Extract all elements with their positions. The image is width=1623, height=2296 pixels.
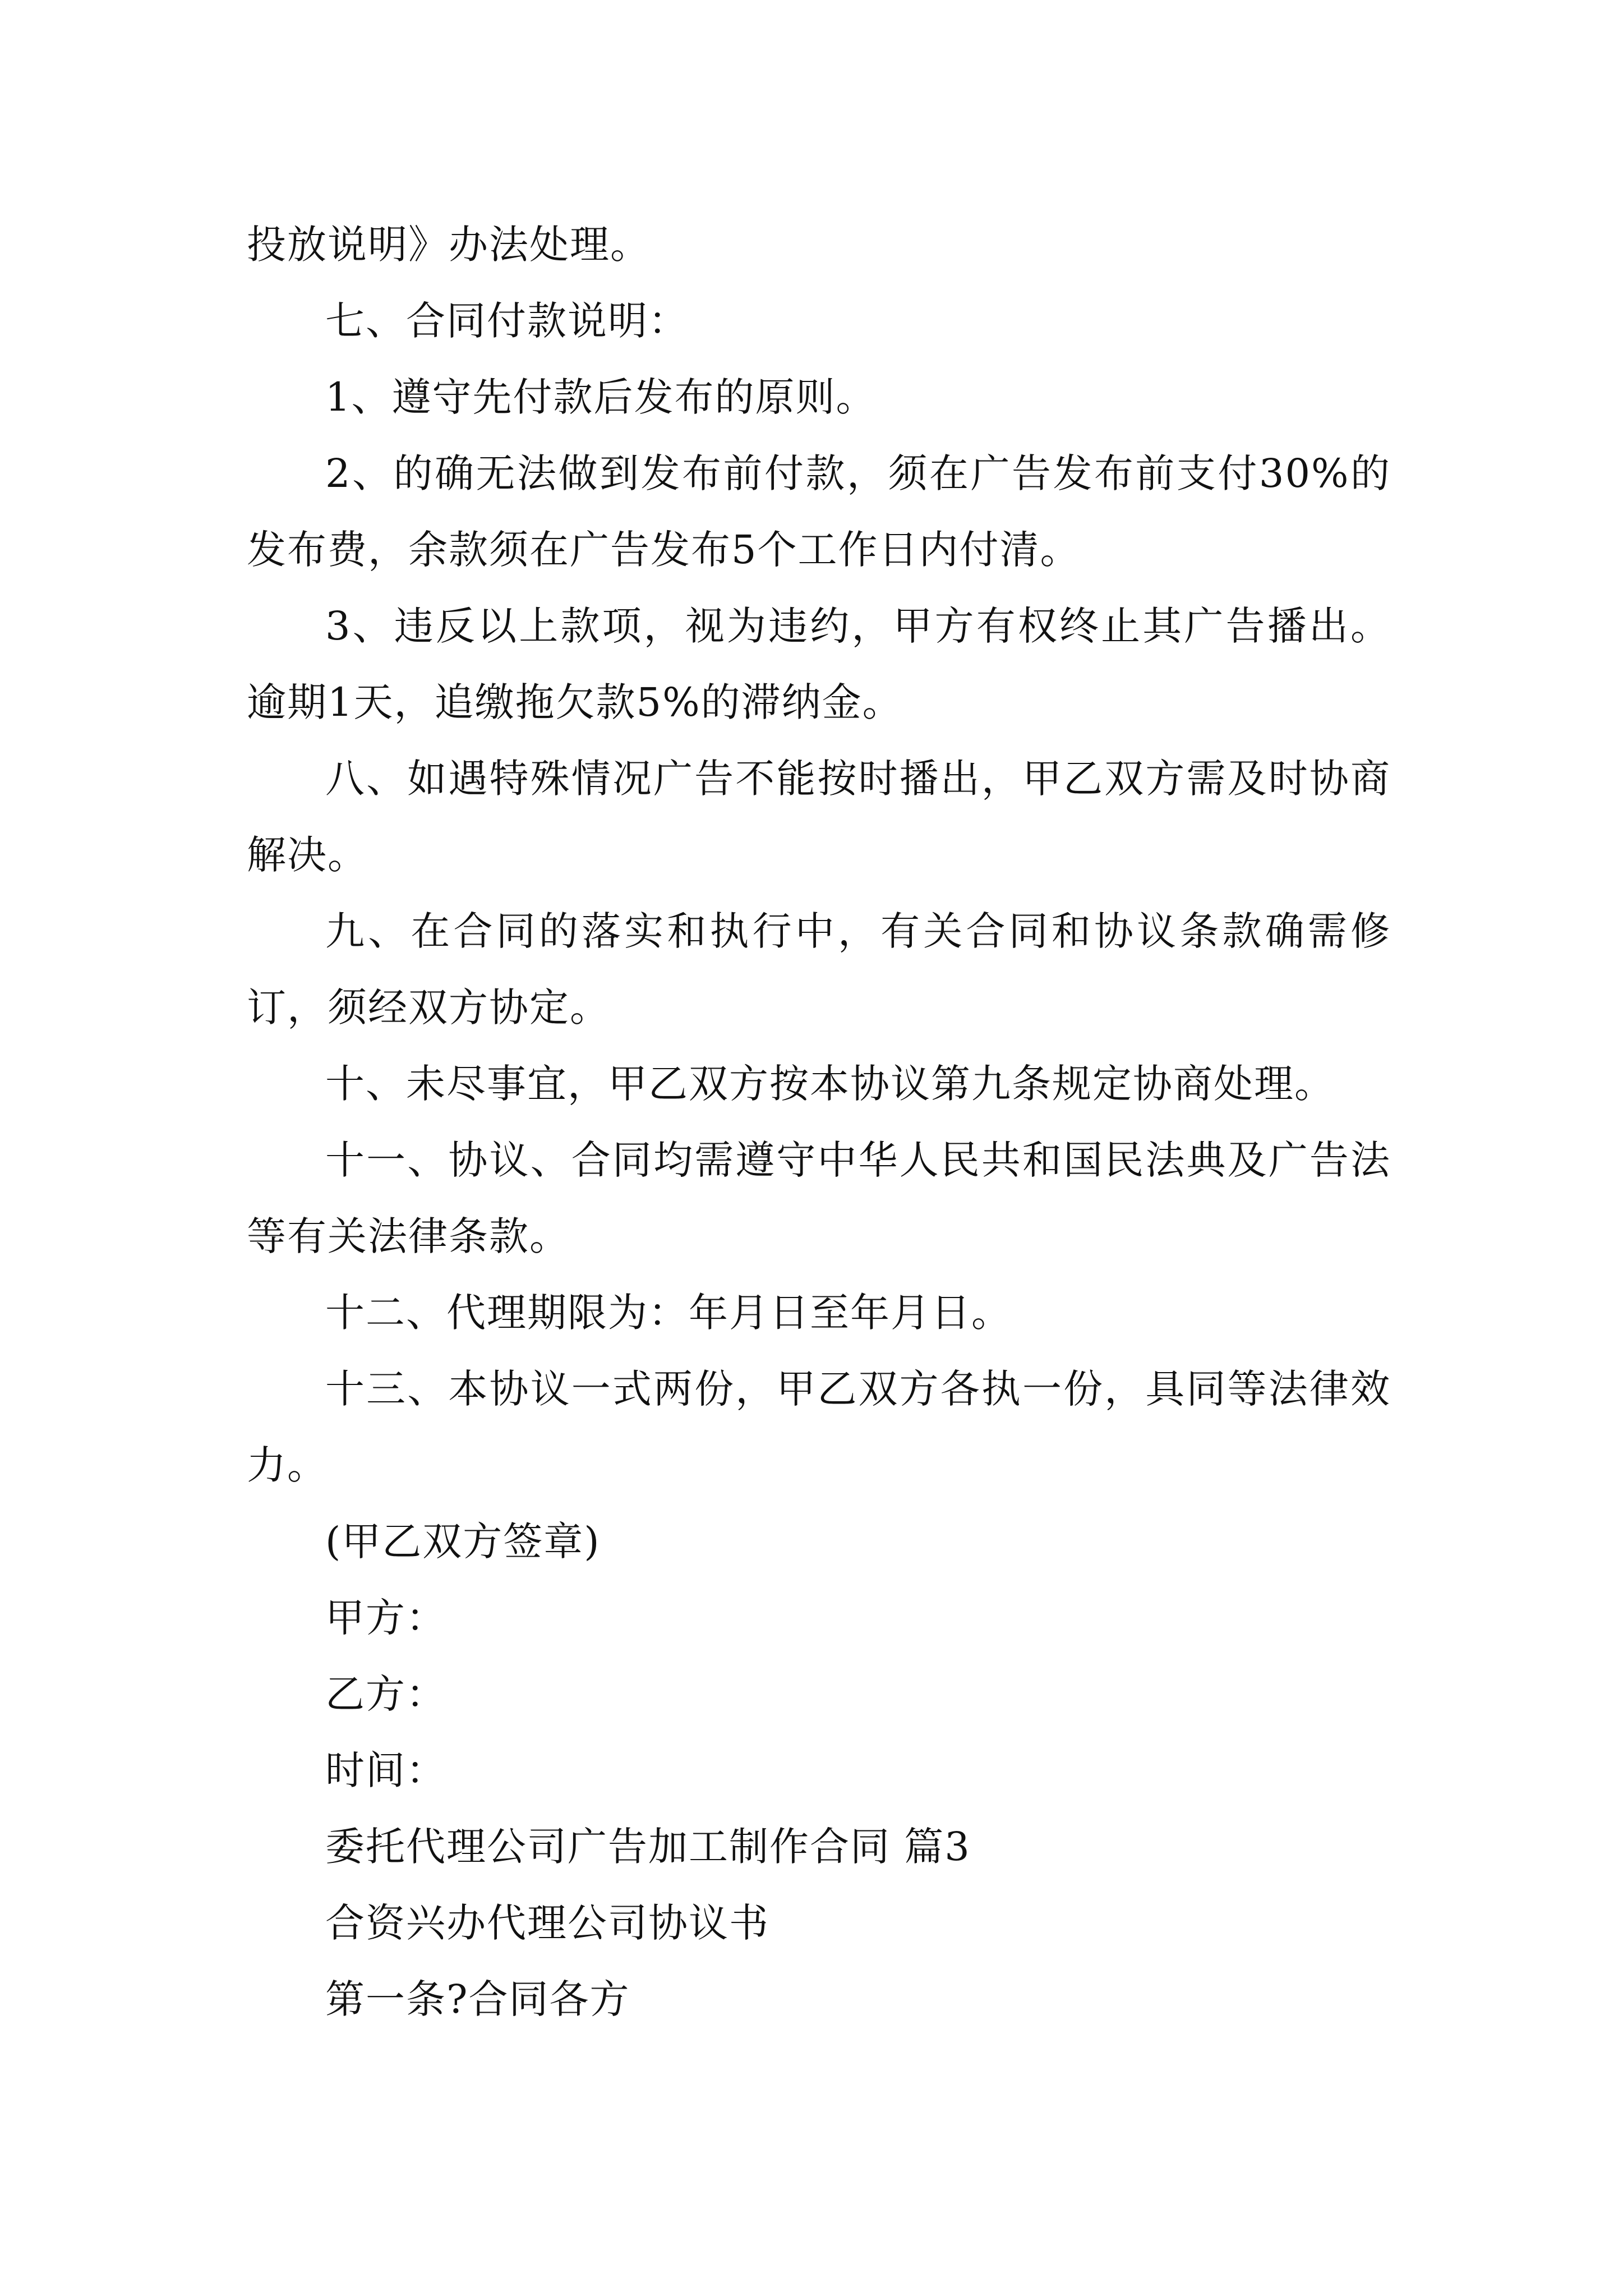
paragraph: 十一、协议、合同均需遵守中华人民共和国民法典及广告法等有关法律条款。: [247, 1137, 1391, 1259]
paragraph: 十三、本协议一式两份，甲乙双方各执一份，具同等法律效力。: [247, 1366, 1391, 1488]
paragraph: 3、违反以上款项，视为违约，甲方有权终止其广告播出。逾期1天，追缴拖欠款5%的滞纳金。: [247, 603, 1391, 725]
paragraph: 投放说明》办法处理。: [247, 222, 651, 268]
paragraph: 十二、代理期限为：年月日至年月日。: [325, 1290, 1012, 1336]
section-heading: 七、合同付款说明：: [325, 298, 689, 344]
date-label: 时间：: [325, 1747, 446, 1793]
paragraph: 2、的确无法做到发布前付款，须在广告发布前支付30%的发布费，余款须在广告发布5个工作日内付清。: [247, 450, 1391, 573]
agreement-title: 合资兴办代理公司协议书: [325, 1900, 769, 1946]
signature-note: (甲乙双方签章): [325, 1519, 601, 1565]
section-title: 委托代理公司广告加工制作合同 篇3: [325, 1824, 971, 1870]
article-heading: 第一条?合同各方: [325, 1976, 630, 2022]
document-body: [247, 206, 1391, 2037]
paragraph: 1、遵守先付款后发布的原则。: [325, 374, 877, 420]
paragraph: 八、如遇特殊情况广告不能按时播出，甲乙双方需及时协商解决。: [247, 756, 1391, 878]
paragraph: 九、在合同的落实和执行中，有关合同和协议条款确需修订，须经双方协定。: [247, 908, 1391, 1030]
party-a-label: 甲方：: [325, 1595, 446, 1641]
paragraph: 十、未尽事宜，甲乙双方按本协议第九条规定协商处理。: [325, 1061, 1335, 1107]
party-b-label: 乙方：: [325, 1671, 446, 1717]
